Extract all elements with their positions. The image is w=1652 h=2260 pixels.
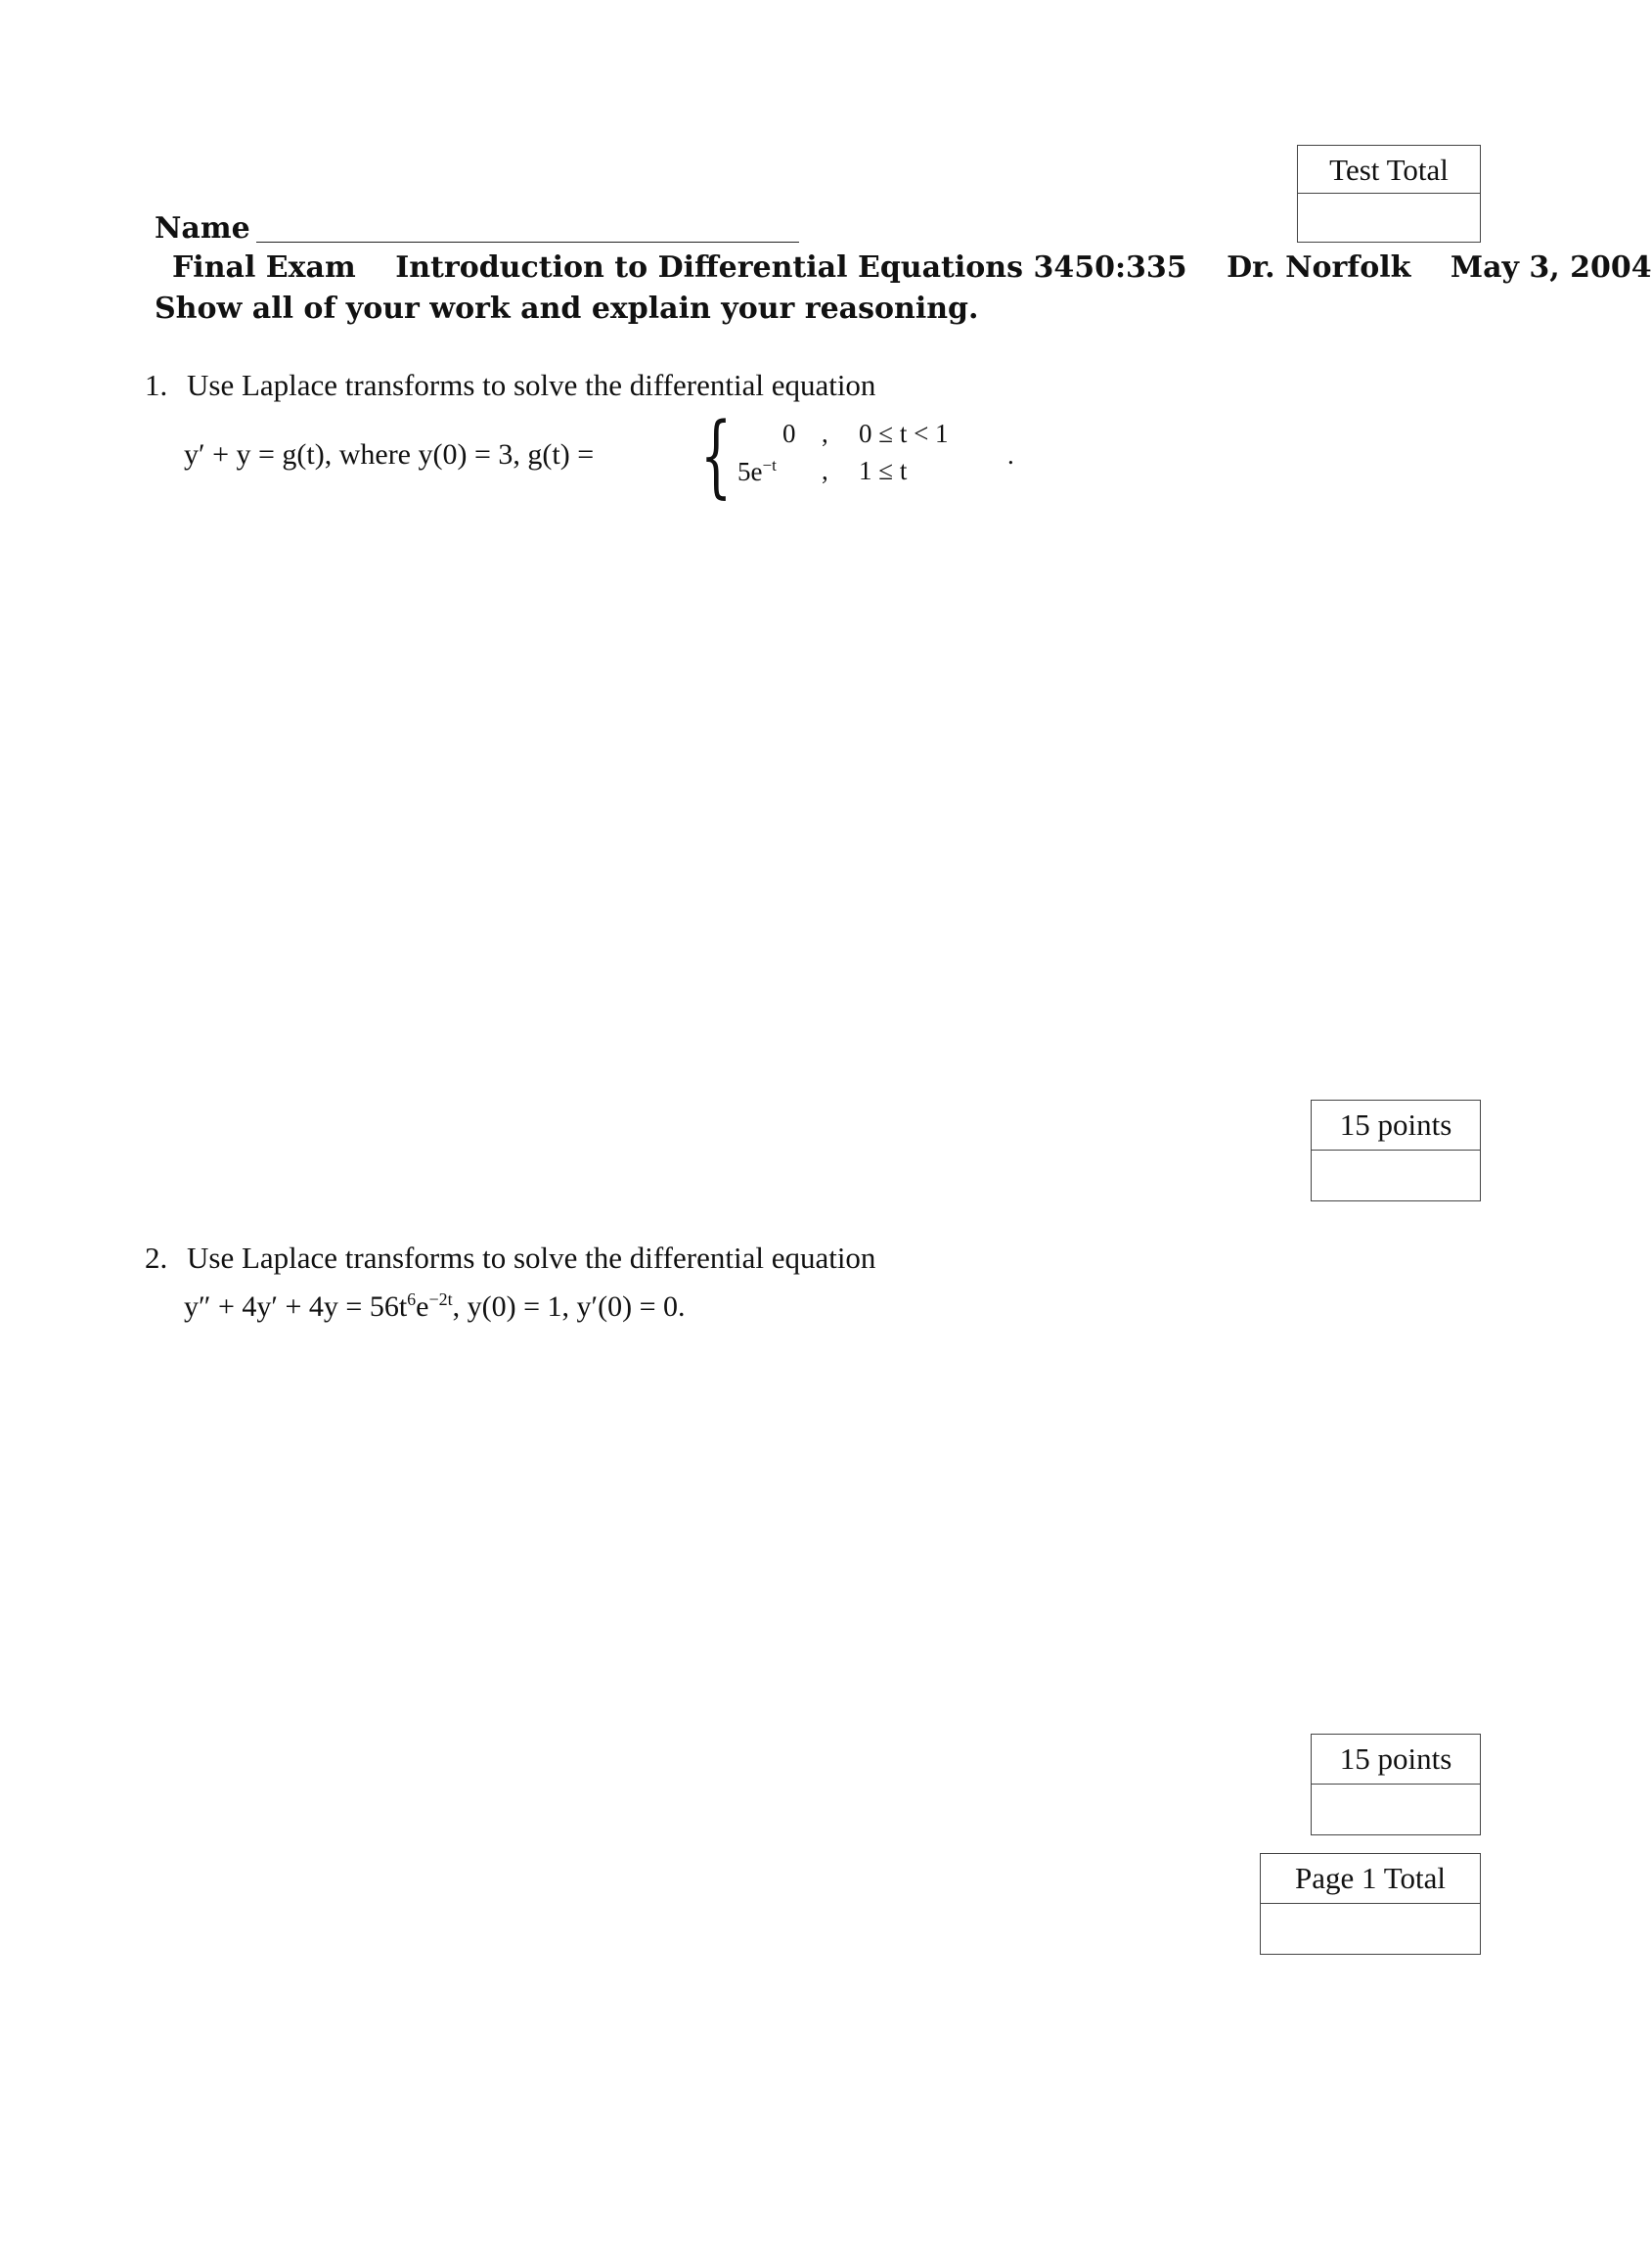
problem-1-equation: y′ + y = g(t), where y(0) = 3, g(t) =	[184, 438, 595, 471]
case-1-sep: ,	[822, 419, 828, 448]
header-line	[172, 250, 1652, 285]
problem-2-score-field[interactable]	[1312, 1785, 1480, 1834]
page-total-box	[1260, 1853, 1481, 1955]
problem-2-eq-mid: e	[416, 1290, 429, 1323]
problem-1-prompt	[145, 368, 875, 403]
problem-1-points-box	[1311, 1100, 1481, 1201]
page-total-score-field[interactable]	[1261, 1904, 1480, 1954]
name-line[interactable]	[256, 242, 799, 243]
problem-2-points-label: 15 points	[1312, 1735, 1480, 1785]
problem-2-points-box	[1311, 1734, 1481, 1835]
case-2-exponent: −t	[762, 456, 777, 475]
problem-2-equation	[184, 1289, 686, 1324]
problem-2-exp-2: −2t	[428, 1289, 453, 1309]
problem-2-prompt	[145, 1241, 875, 1276]
case-2-value	[737, 456, 777, 487]
problem-1-score-field[interactable]	[1312, 1151, 1480, 1200]
problem-1-end-punct: .	[1007, 440, 1014, 470]
test-total-label: Test Total	[1298, 146, 1480, 194]
case-1-condition: 0 ≤ t < 1	[859, 419, 949, 448]
instructor: Dr. Norfolk	[1227, 250, 1411, 285]
test-total-score-field[interactable]	[1298, 194, 1480, 242]
course-title: Introduction to Differential Equations 3450:335	[395, 250, 1187, 285]
problem-2-number: 2.	[145, 1241, 168, 1275]
problem-1-points-label: 15 points	[1312, 1101, 1480, 1151]
case-1-value: 0	[782, 419, 796, 448]
problem-2-eq-pre: y″ + 4y′ + 4y = 56t	[184, 1290, 408, 1323]
case-2-sep: ,	[822, 456, 828, 485]
problem-2-eq-post: , y(0) = 1, y′(0) = 0.	[452, 1290, 686, 1323]
case-2-condition: 1 ≤ t	[859, 456, 908, 485]
page-total-label: Page 1 Total	[1261, 1854, 1480, 1904]
problem-2-exp-1: 6	[407, 1289, 417, 1309]
instructions: Show all of your work and explain your reasoning.	[155, 292, 979, 326]
problem-2-text: Use Laplace transforms to solve the differential equation	[187, 1241, 876, 1275]
case-2-base: 5e	[737, 457, 763, 486]
problem-1-text: Use Laplace transforms to solve the differential equation	[187, 368, 876, 402]
name-label: Name	[155, 211, 250, 246]
exam-date: May 3, 2004	[1450, 250, 1652, 285]
left-brace-icon: {	[700, 403, 733, 508]
exam-label: Final Exam	[172, 250, 356, 285]
test-total-box	[1297, 145, 1481, 243]
problem-1-number: 1.	[145, 368, 168, 402]
